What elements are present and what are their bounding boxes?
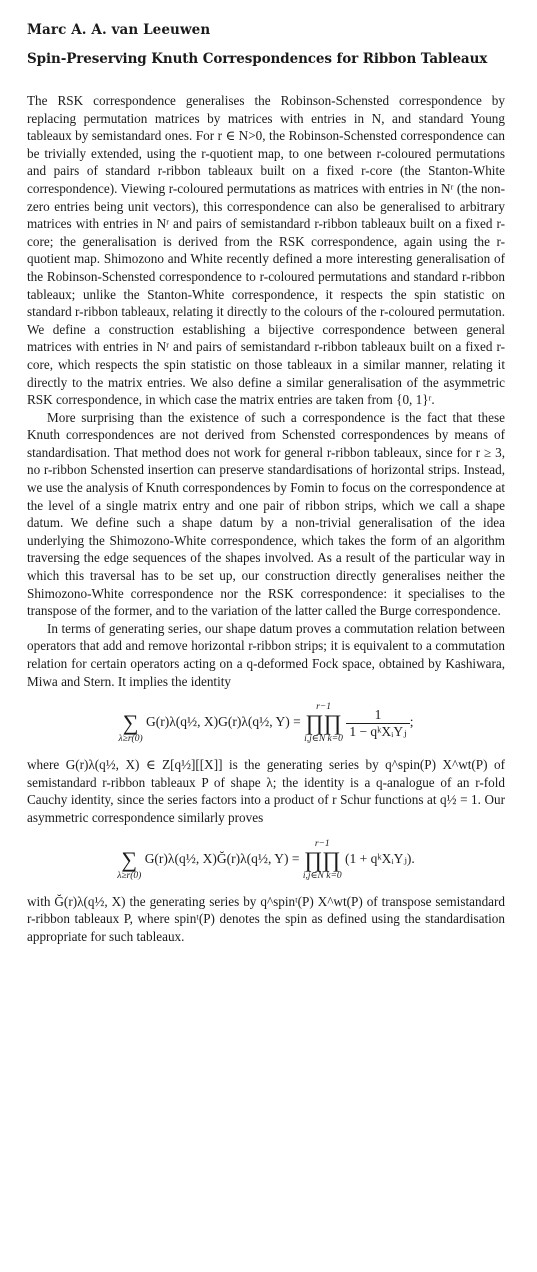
equation-cauchy-identity: ∑ λ≥r(0) G(r)λ(q½, X)G(r)λ(q½, Y) = r−1 ∏∏ i,j∈N k=0 $\frac{1}{\text{1 − qᵏXᵢYⱼ}}$ ; — [118, 702, 414, 745]
author-name: Marc A. A. van Leeuwen — [27, 22, 211, 38]
sum-operator: ∑ λ≥r(0) — [118, 710, 143, 745]
abstract-paragraph-2: More surprising than the existence of such a correspondence is the fact that these Knuth correspondences are not derived from Schensted correspondences by means of standardisation. That method does not work for general r-ribbon tableaux, since for r ≥ 3, no r-ribbon Schensted insertion can preserve standardisations of horizontal strips. Instead, we use the analysis of Knuth correspondences by Fomin to focus on the correspondence at the level of a single matrix entry and one pair of ribbon strips, which we call a shape datum. We define such a shape datum by a non-trivial generalisation of the idea underlying the Shimozono-White correspondence, which takes the form of an algorithm traversing the edge sequences of the shapes involved. As a result of the particular way in which this traversal has to be set up, our construction directly generalises neither the Shimozono-White correspondence nor the RSK correspondence: it specialises to the transpose of the former, and to the variation of the latter called the Burge correspondence. — [27, 409, 505, 619]
equation-rhs: (1 + qᵏXᵢYⱼ). — [345, 850, 415, 866]
equation-lhs: G(r)λ(q½, X)Ğ(r)λ(q½, Y) = — [144, 850, 300, 866]
abstract-paragraph-5: with Ğ(r)λ(q½, X) the generating series by q^spinᵗ(P) X^wt(P) of transpose semistandard r-ribbon tableaux P, where spinᵗ(P) denotes the spin as defined using the standardisation appropriate for such tableaux. — [27, 893, 505, 944]
sum-operator: ∑ λ≥r(0) — [117, 846, 142, 881]
equation-lhs: G(r)λ(q½, X)G(r)λ(q½, Y) = — [145, 714, 301, 730]
product-operator: r−1 ∏∏ i,j∈N k=0 — [302, 838, 342, 881]
abstract-paragraph-4: where G(r)λ(q½, X) ∈ Z[q½][[X]] is the generating series by q^spin(P) X^wt(P) of semistandard r-ribbon tableaux P of shape λ; the identity is a q-analogue of an r-fold Cauchy identity, since the series factors into a product of r Schur functions at q½ = 1. Our asymmetric correspondence similarly proves — [27, 757, 505, 825]
product-operator: r−1 ∏∏ i,j∈N k=0 — [304, 702, 343, 745]
abstract-paragraph-1: The RSK correspondence generalises the Robinson-Schensted correspondence by replacing permutation matrices by matrices with entries in N, and standard Young tableaux by semistandard ones. For r ∈ N>0, the Robinson-Schensted correspondence can be trivially extended, using the r-quotient map, to one between r-coloured permutations and pairs of standard r-ribbon tableaux built on a fixed r-core (the Stanton-White correspondence). Viewing r-coloured permutations as matrices with entries in Nʳ (the non-zero entries being unit vectors), this correspondence can also be generalised to arbitrary matrices with entries in Nʳ and pairs of semistandard r-ribbon tableaux built on a fixed r-core; the generalisation is derived from the RSK correspondence, again using the r-quotient map. Shimozono and White recently defined a more interesting generalisation of the Robinson-Schensted correspondence to r-coloured permutations and standard r-ribbon tableaux; unlike the Stanton-White correspondence, it respects the spin statistic on standard r-ribbon tableaux, relating it directly to the colours of the r-coloured permutation. We define a construction establishing a bijective correspondence between general matrices with entries in Nʳ and pairs of semistandard r-ribbon tableaux built on a fixed r-core, which respects the spin statistic on those tableaux in a similar manner, relating it directly to the matrix entries. We also define a similar generalisation of the asymmetric RSK correspondence, in which case the matrix entries are taken from {0, 1}ʳ. — [27, 93, 505, 408]
abstract-body — [27, 92, 505, 945]
abstract-paragraph-3: In terms of generating series, our shape datum proves a commutation relation between operators that add and remove horizontal r-ribbon strips; it is equivalent to a commutation relation for certain operators acting on a q-deformed Fock space, obtained by Kashiwara, Miwa and Stern. It implies the identity — [27, 620, 505, 689]
paper-title: Spin-Preserving Knuth Correspondences for Ribbon Tableaux — [27, 51, 488, 67]
equation-fraction: $\frac{1}{\text{1 − qᵏXᵢYⱼ}}$ — [346, 707, 409, 740]
equation-dual-cauchy-identity — [27, 839, 505, 881]
